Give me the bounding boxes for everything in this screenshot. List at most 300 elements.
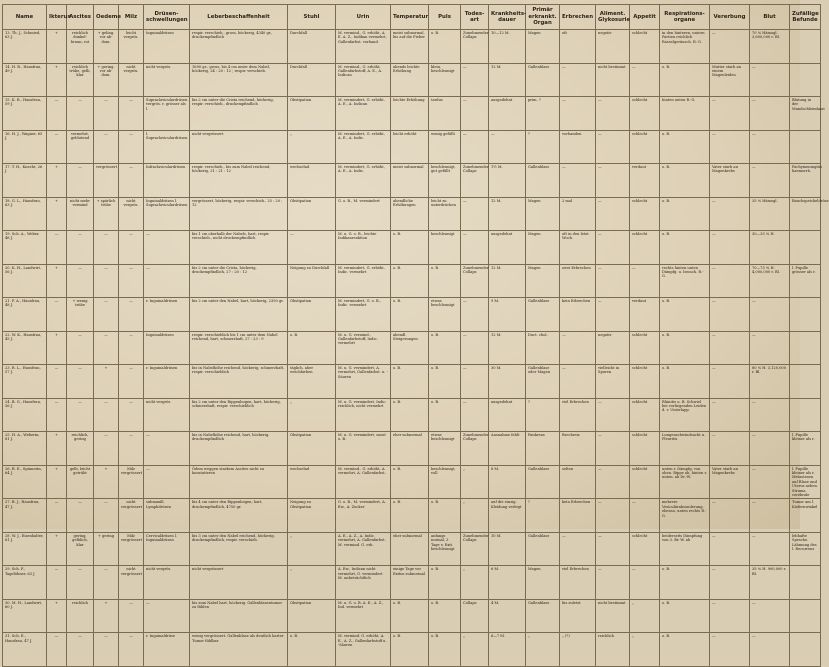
table-cell: — — [119, 599, 144, 633]
table-cell — [790, 365, 821, 399]
col-header: Vererbung — [710, 5, 750, 30]
table-cell: — — [750, 465, 790, 499]
table-cell: — — [119, 432, 144, 466]
table-cell: — — [67, 331, 94, 365]
col-header: Urin — [336, 5, 391, 30]
table-cell: viel Erbrechen — [560, 398, 596, 432]
table-cell: eher subnormal — [391, 432, 429, 466]
table-cell — [790, 130, 821, 164]
table-cell: — — [710, 30, 750, 64]
table-cell: 15. K. R., Hausfrau, 59 J. — [3, 97, 47, 131]
table-cell: Gallenblase — [526, 465, 560, 499]
table-cell: — — [47, 298, 67, 332]
table-cell: — — [630, 264, 660, 298]
table-cell: o. B. — [429, 331, 461, 365]
table-cell: — — [596, 264, 630, 298]
table-cell: meist subnormal — [391, 164, 429, 198]
table-cell: tardus — [429, 97, 461, 131]
table-cell: „ — [461, 633, 489, 667]
table-row — [3, 331, 821, 365]
table-cell: — — [94, 130, 119, 164]
table-cell: „ — [288, 130, 336, 164]
table-cell: — — [144, 465, 190, 499]
table-cell: — — [67, 633, 94, 667]
table-cell: + — [47, 30, 67, 64]
table-cell: M. vermind., G. erhöht, A. E. A. Z., Indikan vermehrt, Gallenfarbst. vorhand. — [336, 30, 391, 64]
table-cell: — — [750, 63, 790, 97]
table-cell: gering, gelblich, klar — [67, 532, 94, 566]
col-header: Stuhl — [288, 5, 336, 30]
header-row — [3, 5, 821, 30]
table-cell: — — [67, 398, 94, 432]
table-cell: 35 % Hämogl. — [750, 197, 790, 231]
table-cell: oft in den letzt. Woch. — [560, 231, 596, 265]
table-cell: 35 % H. 900,000 r. Bl. — [750, 566, 790, 600]
col-header: Erbrechen — [560, 5, 596, 30]
table-cell: o. B. — [391, 599, 429, 633]
table-cell: — — [67, 164, 94, 198]
table-cell: l. Pupille grösser als r. — [790, 264, 821, 298]
table-cell: auf die einzig. Kleidung verlegt — [489, 499, 526, 533]
table-cell: 26. R. E., Spinnerin, 64 J. — [3, 465, 47, 499]
table-cell: l. Pupille kleiner als r. Metastasen auf Blase und Uterus neben. Struma cerebrale — [790, 465, 821, 499]
table-cell: Neigung zu Durchfall — [288, 264, 336, 298]
table-row — [3, 197, 821, 231]
table-cell: eher subnormal — [391, 532, 429, 566]
table-cell: — — [750, 164, 790, 198]
table-cell: wechselnd — [288, 465, 336, 499]
table-cell: Collaps — [461, 599, 489, 633]
col-header: Temperatur — [391, 5, 429, 30]
table-cell: — — [461, 63, 489, 97]
table-cell: nicht vergrös. — [119, 197, 144, 231]
table-cell: „ — [288, 532, 336, 566]
table-cell: o. B. — [391, 231, 429, 265]
table-cell: — — [144, 231, 190, 265]
table-cell: vergrössert, höckerig, respir. verschieb., 25 : 20 : 12 — [190, 197, 288, 231]
table-cell: selten — [560, 465, 596, 499]
table-cell: bis 2 cm unter den Rippenbogen, hart, höckerig, schmerzhaft, respir. verschieblich — [190, 398, 288, 432]
table-cell: respir. verschieb., bis zum Nabel reichend, höckerig, 21 : 21 : 12 — [190, 164, 288, 198]
table-cell: — — [710, 633, 750, 667]
table-cell: + — [47, 465, 67, 499]
table-cell: M. u. G. vermind., Gallenfarbstoff, Indic. vermehrt — [336, 331, 391, 365]
table-cell — [790, 566, 821, 600]
table-cell: — — [596, 231, 630, 265]
table-row — [3, 633, 821, 667]
table-cell: — — [750, 331, 790, 365]
table-cell: — — [119, 331, 144, 365]
table-cell: — — [560, 365, 596, 399]
table-cell: o. B. — [391, 465, 429, 499]
table-cell: A. Ew., Indican nicht vermehrt, G. vermindert M. unbeträchtlich — [336, 566, 391, 600]
table-cell: — — [119, 633, 144, 667]
table-cell: M. vermind. G. erhöht, A. E., A. Z., Gallenfarbstoff u. -Säuren — [336, 633, 391, 667]
table-cell: o. B. — [660, 63, 710, 97]
table-cell: — — [67, 365, 94, 399]
table-cell: Mutter starb an einem Magenleiden — [710, 63, 750, 97]
table-cell: täglich, aber weichfarben — [288, 365, 336, 399]
table-cell: bis zuletzt — [560, 599, 596, 633]
col-header: Aliment. Glykosurie — [596, 5, 630, 30]
table-cell: schlecht — [630, 465, 660, 499]
table-cell: — — [67, 499, 94, 533]
table-cell: nicht vergrös. — [144, 566, 190, 600]
table-cell: 12 M. — [489, 264, 526, 298]
table-row — [3, 432, 821, 466]
table-cell: — — [461, 197, 489, 231]
table-cell: 6 M. — [489, 566, 526, 600]
table-cell: reichlich trübe, gelb, klar — [67, 63, 94, 97]
table-cell: o. B. — [660, 599, 710, 633]
table-cell: — — [560, 97, 596, 131]
table-cell: 25. H. A., Weberin, 81 J. — [3, 432, 47, 466]
table-cell: bis in Nabelhöhe reichend, höckerig, schmerzhaft, respir. verschieblich — [190, 365, 288, 399]
table-cell: 9 M. — [489, 298, 526, 332]
table-cell: — — [94, 298, 119, 332]
table-cell: — — [710, 97, 750, 131]
table-cell: + wenig trübe — [67, 298, 94, 332]
table-cell: r. Inguinaldrüse — [144, 633, 190, 667]
table-cell: — — [596, 130, 630, 164]
table-cell: reichlich, gering — [67, 432, 94, 466]
table-cell: — — [67, 566, 94, 600]
table-cell: — — [461, 331, 489, 365]
table-cell: — — [94, 331, 119, 365]
table-cell: + — [47, 432, 67, 466]
table-cell: 17. T. H., Knecht, 26 J. — [3, 164, 47, 198]
table-cell: — — [94, 633, 119, 667]
table-cell: abendl. Steigerungen — [391, 331, 429, 365]
table-cell: o. B. — [660, 197, 710, 231]
table-cell: schlecht — [630, 365, 660, 399]
table-row — [3, 130, 821, 164]
col-header: Oedeme — [94, 5, 119, 30]
table-cell: „ (?) — [560, 633, 596, 667]
table-cell: o. B. — [429, 566, 461, 600]
table-cell: — — [47, 365, 67, 399]
table-cell: — — [630, 499, 660, 533]
table-cell: „ — [461, 566, 489, 600]
table-cell: o. B. — [429, 398, 461, 432]
table-cell: o. B. — [391, 398, 429, 432]
table-cell: Obstipation — [288, 432, 336, 466]
table-cell: Pachymeningitis haemorrh. — [790, 164, 821, 198]
table-cell: o. B. — [660, 365, 710, 399]
table-cell: nicht vergrössert — [119, 566, 144, 600]
table-cell: Inguinaldrüsen — [144, 30, 190, 64]
table-cell: lebhafte Sprache. Lähmung des l. Recurrens — [790, 532, 821, 566]
table-cell: — — [596, 298, 630, 332]
table-cell: — — [710, 331, 750, 365]
table-cell: Gallenblase — [526, 298, 560, 332]
table-cell: schlecht — [630, 331, 660, 365]
table-cell: Tumor am l. Kiefernwinkel — [790, 499, 821, 533]
table-cell: + — [47, 63, 67, 97]
table-cell: — — [596, 566, 630, 600]
table-cell: o. B. — [660, 633, 710, 667]
table-cell: o. B. — [429, 599, 461, 633]
table-cell: 24. B. G., Hausfrau, 56 J. — [3, 398, 47, 432]
table-row — [3, 97, 821, 131]
table-cell: 14. H. B., Hausfrau, 49 J. — [3, 63, 47, 97]
table-cell: — — [288, 231, 336, 265]
table-cell: Pankreas — [526, 432, 560, 466]
table-cell: M. vermind., G. erhöht, Gallenfarbstoff, A. E., A. Indican — [336, 63, 391, 97]
table-cell: G. o. B., M. vermindert — [336, 197, 391, 231]
table-cell: — — [47, 130, 67, 164]
table-cell: — — [596, 499, 630, 533]
table-cell: hinten unten R.-G. — [660, 97, 710, 131]
table-cell: — — [596, 532, 630, 566]
table-cell: 2 mal — [560, 197, 596, 231]
table-cell: M. vermind., G. erhöht, A. vermehrt, A. Gallenfarbst. — [336, 465, 391, 499]
table-cell: submaxill. Lymphdrüsen — [144, 499, 190, 533]
table-cell: + gering. vor ab-dom. — [94, 63, 119, 97]
table-cell: — — [461, 298, 489, 332]
table-cell: o. B. — [660, 130, 710, 164]
table-cell: — — [119, 130, 144, 164]
table-cell: Rhinitis u. B. Schwiel bei vorliegenden Leiden d. r. Unterlapp. — [660, 398, 710, 432]
table-cell: vielleicht in Spuren — [596, 365, 630, 399]
table-cell: Duct. chol. — [526, 331, 560, 365]
table-cell: Inguinaldrüsen — [144, 331, 190, 365]
table-cell: — — [596, 398, 630, 432]
table-cell: abends leichte Erhöhung — [391, 63, 429, 97]
table-cell: o. B. — [429, 633, 461, 667]
table-cell: gelb, leicht getrübt — [67, 465, 94, 499]
table-cell: 70—75 % H. 4,000,000 r. Bl. — [750, 264, 790, 298]
table-cell: ausgedehnt — [489, 231, 526, 265]
table-cell: klein, beschleunigt — [429, 63, 461, 97]
table-cell: — — [119, 398, 144, 432]
table-cell: Vater starb an Magenkrebs — [710, 164, 750, 198]
col-header: Drüsen-schwellungen — [144, 5, 190, 30]
table-cell: — — [710, 264, 750, 298]
table-cell: nicht mehr vermind — [67, 197, 94, 231]
table-cell: einige Tage vor Exitus subnormal — [391, 566, 429, 600]
table-cell: + — [94, 599, 119, 633]
table-cell: o. B. — [429, 264, 461, 298]
table-row — [3, 164, 821, 198]
table-cell: — — [47, 398, 67, 432]
table-cell: — — [119, 97, 144, 131]
table-cell: bis 2 cm unter den Nabel, hart, höckerig, 2350 gr. — [190, 298, 288, 332]
table-cell: 22. W. K., Hausfrau, 45 J. — [3, 331, 47, 365]
table-cell: ? — [526, 499, 560, 533]
table-cell: viel Erbrechen — [560, 566, 596, 600]
table-cell: Zunehmender Collaps — [461, 532, 489, 566]
col-header: Appetit — [630, 5, 660, 30]
table-cell: negativ — [596, 331, 630, 365]
table-cell: — — [710, 231, 750, 265]
table-cell: — — [94, 398, 119, 432]
table-cell: Milz vergrössert — [119, 532, 144, 566]
table-cell: 21. F. A., Hausfrau, 48 J. — [3, 298, 47, 332]
table-cell: Magen — [526, 197, 560, 231]
table-cell: — — [119, 365, 144, 399]
table-cell: wenig gefüllt — [429, 130, 461, 164]
table-row — [3, 298, 821, 332]
table-cell: — — [596, 164, 630, 198]
table-cell: r. Inguinaldrüsen — [144, 365, 190, 399]
table-cell: — — [750, 97, 790, 131]
table-cell: 12 M. — [489, 197, 526, 231]
table-cell: — — [750, 130, 790, 164]
table-cell: mehrere Vesiculärabsonderung, ebenso, unten rechts R.-G. — [660, 499, 710, 533]
table-cell: — — [119, 298, 144, 332]
table-cell: — — [94, 432, 119, 466]
table-cell: verdaut — [630, 164, 660, 198]
table-cell: — — [119, 231, 144, 265]
table-row — [3, 398, 821, 432]
table-cell: nicht bestimmt — [596, 63, 630, 97]
table-cell: + geling. vor ab-dom. — [94, 30, 119, 64]
table-cell: nicht vergrös. — [144, 63, 190, 97]
table-cell: — — [94, 231, 119, 265]
col-header: Primär erkrankt. Organ — [526, 5, 560, 30]
table-cell: wechselnd — [288, 164, 336, 198]
table-cell: + gering — [94, 532, 119, 566]
table-cell: o. B. — [391, 298, 429, 332]
table-cell: — — [47, 231, 67, 265]
table-cell: — — [461, 130, 489, 164]
col-header: Puls — [429, 5, 461, 30]
table-cell: nicht vergrös. — [144, 398, 190, 432]
table-cell: o. B. — [391, 365, 429, 399]
table-cell: „ — [526, 633, 560, 667]
table-cell: — — [119, 264, 144, 298]
col-header: Todes-art — [461, 5, 489, 30]
table-cell: 20. K. H., Landwirt, 56 J. — [3, 264, 47, 298]
table-cell: + — [47, 164, 67, 198]
table-cell: wenig vergrössert. Gallenblase als deutlich harter Tumor fühlbar — [190, 633, 288, 667]
table-cell: 30 M. — [489, 365, 526, 399]
table-cell: bis 2 cm unter die Crista reichend, höckerig, respir. verschieb., druckempfindlich — [190, 97, 288, 131]
table-cell: ausgedehnt — [489, 97, 526, 131]
table-cell: A. E., A. Z., A. Indic. vermehrt, A. Gallenfarbst. M. vermind. G. erh. — [336, 532, 391, 566]
table-cell: o. B. — [288, 331, 336, 365]
table-cell: 18. G. L., Hausfrau, 63 J. — [3, 197, 47, 231]
table-cell: Milz vergrössert — [119, 465, 144, 499]
table-cell: G. o. B., M. vermindert, A. Ew., A. Zucker — [336, 499, 391, 533]
table-cell: bis zum Nabel hart, höckerig. Gallenblasentumor zu fühlen — [190, 599, 288, 633]
table-cell: Gallenblase oder Magen — [526, 365, 560, 399]
table-cell: — — [560, 63, 596, 97]
table-cell: prim. ? — [526, 97, 560, 131]
table-row — [3, 532, 821, 566]
table-cell: 1½ M. — [489, 164, 526, 198]
table-cell: Ödem weggen starkem Ascites nicht zu konstatieren — [190, 465, 288, 499]
table-cell: + — [47, 331, 67, 365]
table-cell: — — [750, 398, 790, 432]
table-cell: beiderseits Dämpfung von 3. Br.-W. ab — [660, 532, 710, 566]
table-cell: — — [710, 130, 750, 164]
table-cell: beschleunigt — [429, 231, 461, 265]
table-row — [3, 465, 821, 499]
table-cell: Bauchspeicheldrüse — [790, 197, 821, 231]
table-cell: — — [710, 398, 750, 432]
table-row — [3, 599, 821, 633]
table-cell: etwas beschleunigt — [429, 298, 461, 332]
table-cell: ? — [526, 130, 560, 164]
table-cell: rechts hinten unten Dämpfg. u. bronch. R.-G. — [660, 264, 710, 298]
table-body — [3, 30, 829, 667]
col-header: Respirations-organe — [660, 5, 710, 30]
table-cell: — — [47, 566, 67, 600]
table-cell: schlecht — [630, 432, 660, 466]
table-cell — [790, 63, 821, 97]
table-cell: 31. Sch. E., Hausfrau, 47 J. — [3, 633, 47, 667]
table-cell: — — [750, 532, 790, 566]
table-cell: Gallenblase — [526, 599, 560, 633]
table-cell — [790, 231, 821, 265]
table-cell: ? — [526, 398, 560, 432]
table-cell: — — [710, 532, 750, 566]
clinical-findings-table — [2, 4, 829, 667]
table-cell: 10—12 M. — [489, 30, 526, 64]
table-cell: — — [710, 432, 750, 466]
table-cell: Zunehmender Collaps — [461, 164, 489, 198]
table-cell: M. vermindert, G. erhöht, Indic. vermehrt — [336, 264, 391, 298]
table-cell: M. u. G. o. B. A. E., A. Z., Ind. vermehrt — [336, 599, 391, 633]
table-cell: ausgedehnt — [489, 398, 526, 432]
table-cell: beschleunigt, gut gefüllt — [429, 164, 461, 198]
table-row — [3, 365, 821, 399]
table-cell: o. B. — [660, 164, 710, 198]
table-cell: bis 3 cm unter den Nabel reichend, höckerig, druckempfindlich, respir. verschieb. — [190, 532, 288, 566]
table-cell: nicht vergrössert — [190, 566, 288, 600]
table-cell: Gallenblase — [526, 63, 560, 97]
table-cell: 12 M. — [489, 331, 526, 365]
table-cell: reichlich dunkel-braun, rot — [67, 30, 94, 64]
table-row — [3, 566, 821, 600]
table-cell: 70 % Hämogl. 3,600,000 r. Bl. — [750, 30, 790, 64]
table-cell: „ — [461, 465, 489, 499]
table-cell: nicht vergrössert — [190, 130, 288, 164]
table-cell: Obstipation — [288, 97, 336, 131]
table-cell: M. u. G. vermindert, sonst o. B. — [336, 432, 391, 466]
table-cell: — — [47, 97, 67, 131]
table-cell: + — [94, 465, 119, 499]
table-cell: 13. Th. J., Schmied, 63 J. — [3, 30, 47, 64]
table-cell: reichlich — [67, 599, 94, 633]
table-cell: 28. W. J., Eisenhalter, 61 J. — [3, 532, 47, 566]
table-cell: + — [47, 197, 67, 231]
table-cell: M. vermindert, G. o. B., Indic. vermehrt — [336, 298, 391, 332]
table-cell: vorhanden — [560, 130, 596, 164]
table-cell — [790, 398, 821, 432]
table-cell: — — [750, 298, 790, 332]
table-cell: + — [47, 532, 67, 566]
table-cell: — — [489, 130, 526, 164]
table-cell: Zunehmender Collaps — [461, 264, 489, 298]
table-cell: — — [596, 197, 630, 231]
table-cell: l. Pupille kleiner als r. — [790, 432, 821, 466]
table-cell: vergrössert — [94, 164, 119, 198]
table-cell: Zunehmender Collaps — [461, 432, 489, 466]
table-cell: Neigung zu Obstipation — [288, 499, 336, 533]
table-row — [3, 30, 821, 64]
table-cell: Magen — [526, 30, 560, 64]
table-cell: — — [94, 499, 119, 533]
table-cell: — — [710, 197, 750, 231]
col-header: Leberbeschaffenheit — [190, 5, 288, 30]
table-cell: leichte Erhöhung — [391, 97, 429, 131]
table-cell: — — [144, 432, 190, 466]
table-cell: M. vermindert, G. erhöht, A. E., A. Indican — [336, 97, 391, 131]
table-cell: — — [750, 599, 790, 633]
